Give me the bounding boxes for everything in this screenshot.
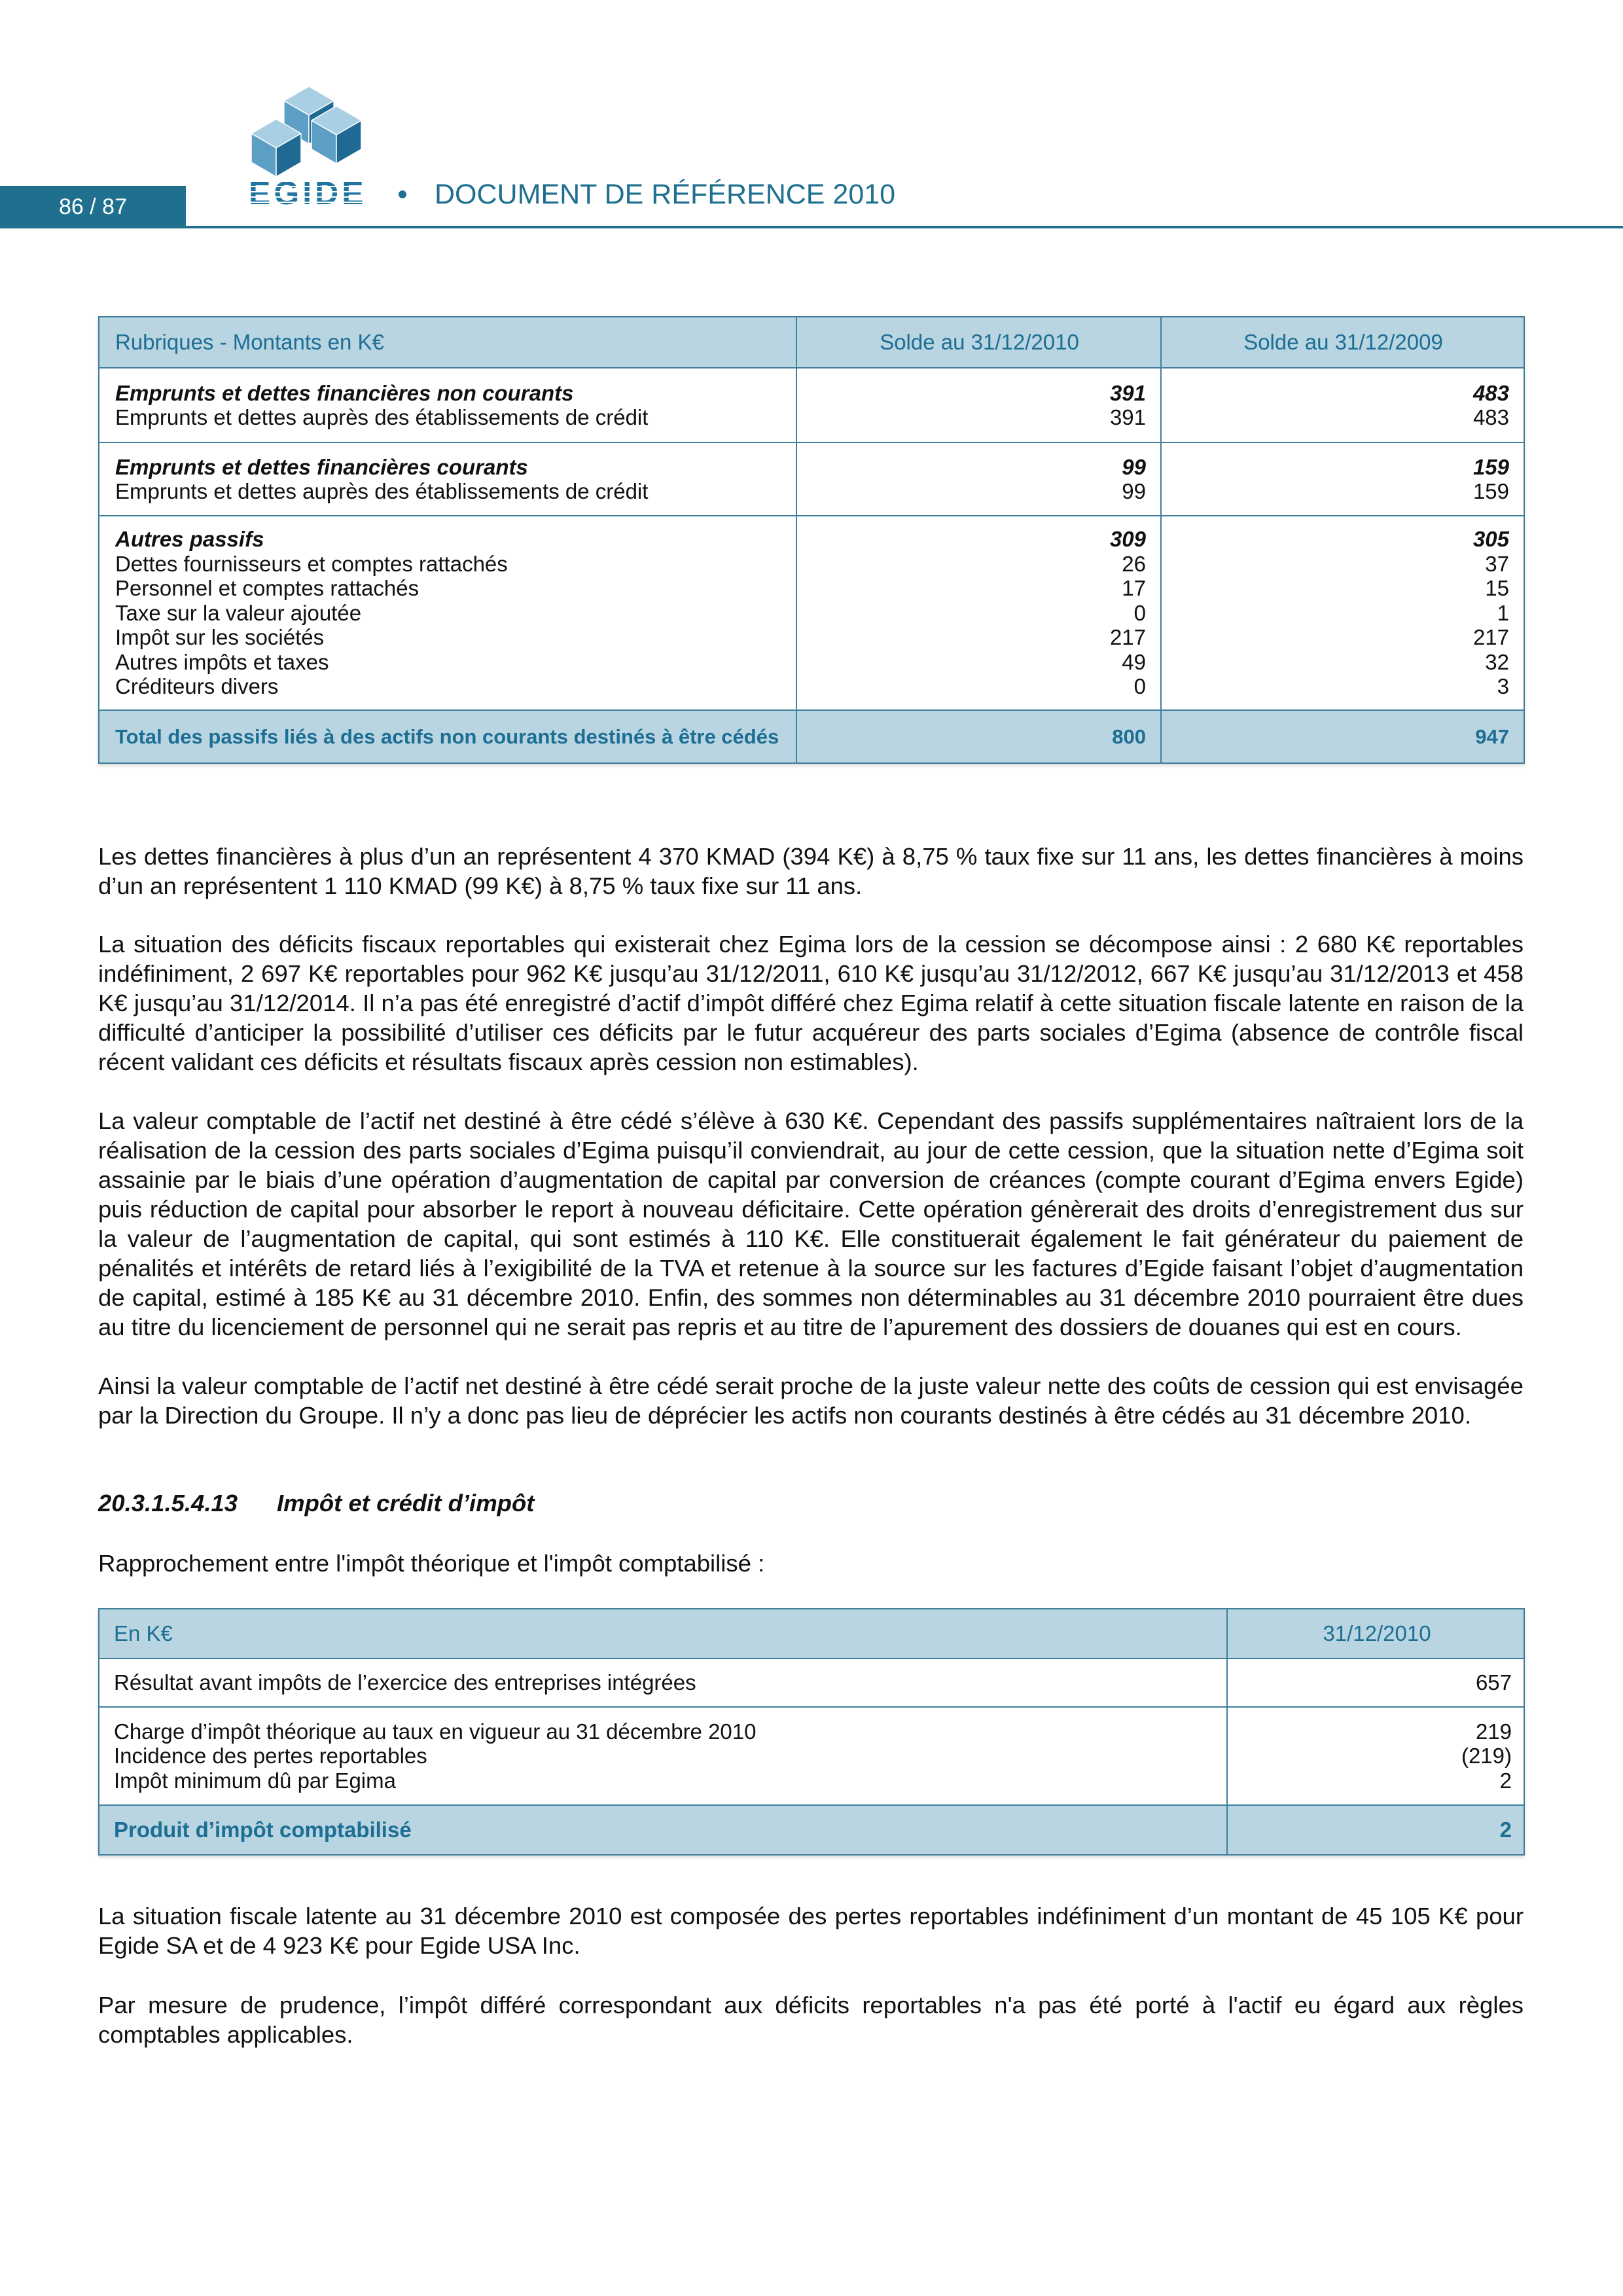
page-number: 86 / 87 — [0, 186, 186, 228]
value-cell-2010 — [796, 368, 1161, 442]
egide-logo-mark — [249, 86, 364, 178]
group-value: 391 — [1109, 380, 1146, 405]
row-value: 657 — [1227, 1659, 1524, 1707]
row-value: 49 — [1122, 649, 1146, 674]
table-group-row — [99, 442, 1524, 516]
row-label: Incidence des pertes reportables — [114, 1744, 427, 1768]
passifs-table — [98, 316, 1525, 764]
column-header: Solde au 31/12/2010 — [796, 317, 1161, 368]
total-value-2010: 800 — [796, 710, 1161, 763]
row-label: Résultat avant impôts de l’exercice des entreprises intégrées — [99, 1659, 1227, 1707]
row-value: 26 — [1122, 551, 1146, 576]
row-value: 159 — [1472, 479, 1509, 503]
paragraph: La situation des déficits fiscaux reportables qui existerait chez Egima lors de la cession se décompose ainsi : 2 680 K€ reportables indéfiniment, 2 697 K€ reportables pour 962 K€ jusqu’au 31/12/2011, 610 K€ jusqu’au 31/12/2012, 667 K€ jusqu’au 31/12/2013 et 458 K€ jusqu’au 31/12/2014. Il n’a pas été enregistré d’actif d’impôt différé chez Egima relatif à cette situation fiscale latente en raison de la difficulté d’anticiper la possibilité d’utiliser ces déficits par le futur acquéreur des parts sociales d’Egima (absence de contrôle fiscal récent validant ces déficits et résultats fiscaux après cession non estimables). — [98, 931, 1524, 1075]
header-rule — [186, 226, 1623, 228]
group-title: Emprunts et dettes financières courants — [115, 454, 528, 479]
row-label: Dettes fournisseurs et comptes rattachés — [115, 551, 508, 576]
row-label: Autres impôts et taxes — [115, 649, 329, 674]
row-label: Personnel et comptes rattachés — [115, 576, 419, 601]
label-cell — [99, 442, 796, 516]
value-cell-2010 — [796, 442, 1161, 516]
table-group-row — [99, 368, 1524, 442]
bullet-icon — [399, 190, 406, 198]
row-value: 483 — [1472, 405, 1509, 429]
row-label: Emprunts et dettes auprès des établissements de crédit — [115, 405, 649, 429]
row-value: 99 — [1122, 479, 1146, 503]
table-row — [99, 1659, 1524, 1707]
table-header-row — [99, 1609, 1524, 1659]
total-label: Total des passifs liés à des actifs non courants destinés à être cédés — [99, 710, 796, 763]
value-cell-2009 — [1161, 368, 1524, 442]
value-cell-2009 — [1161, 442, 1524, 516]
paragraph: Ainsi la valeur comptable de l’actif net destiné à être cédé serait proche de la juste valeur nette des coûts de cession qui est envisagée par la Direction du Groupe. Il n’y a donc pas lieu de déprécier les actifs non courants destinés à être cédés au 31 décembre 2010. — [98, 1372, 1524, 1429]
paragraph: Les dettes financières à plus d’un an représentent 4 370 KMAD (394 K€) à 8,75 % taux fixe sur 11 ans, les dettes financières à moins d’un an représentent 1 110 KMAD (99 K€) à 8,75 % taux fixe sur 11 ans. — [98, 843, 1524, 899]
row-value: 217 — [1109, 625, 1146, 650]
row-label: Charge d’impôt théorique au taux en vigueur au 31 décembre 2010 — [114, 1719, 757, 1744]
row-value: 3 — [1497, 674, 1509, 699]
row-value: 15 — [1485, 576, 1509, 601]
value-cell — [1227, 1707, 1524, 1805]
row-value: (219) — [1461, 1744, 1512, 1768]
section-number: 20.3.1.5.4.13 — [98, 1490, 238, 1516]
row-value: 219 — [1475, 1719, 1512, 1744]
paragraph: La situation fiscale latente au 31 décembre 2010 est composée des pertes reportables indéfiniment d’un montant de 45 105 K€ pour Egide SA et de 4 923 K€ pour Egide USA Inc. — [98, 1903, 1524, 1959]
total-value-2009: 947 — [1161, 710, 1524, 763]
group-value: 483 — [1472, 380, 1509, 405]
row-value: 2 — [1499, 1768, 1512, 1793]
column-header: Rubriques - Montants en K€ — [99, 317, 796, 368]
column-header: En K€ — [99, 1609, 1227, 1659]
row-value: 17 — [1122, 576, 1146, 601]
column-header: Solde au 31/12/2009 — [1161, 317, 1524, 368]
table-group-row — [99, 1707, 1524, 1805]
row-value: 32 — [1485, 649, 1509, 674]
label-cell — [99, 516, 796, 710]
paragraph: La valeur comptable de l’actif net destiné à être cédé s’élève à 630 K€. Cependant des passifs supplémentaires naîtraient lors de la réalisation de la cession des parts sociales d’Egima puisqu’il conviendrait, au jour de cette cession, que la situation nette d’Egima soit assainie par le biais d’une opération d’augmentation de capital par conversion de créances (compte courant d’Egima envers Egide) puis réduction de capital pour absorber le report à nouveau déficitaire. Cette opération génèrerait des droits d’enregistrement dus sur la valeur de l’augmentation de capital, qui sont estimés à 110 K€. Elle constituerait également le fait générateur du paiement de pénalités et intérêts de retard liés à l’exigibilité de la TVA et retenue à la source sur les factures d’Egide faisant l’objet d’augmentation de capital, estimé à 185 K€ au 31 décembre 2010. Enfin, des sommes non déterminables au 31 décembre 2010 pourraient être dues au titre du licenciement de personnel qui ne serait pas repris et au titre de l’apurement des dossiers de douanes qui est en cours. — [98, 1107, 1524, 1340]
impot-table — [98, 1608, 1525, 1856]
document-title: DOCUMENT DE RÉFÉRENCE 2010 — [435, 179, 896, 210]
logo-wordmark: EGIDE — [249, 175, 367, 211]
row-value: 0 — [1133, 674, 1146, 699]
group-value: 305 — [1472, 527, 1509, 552]
row-label: Emprunts et dettes auprès des établissements de crédit — [115, 479, 649, 503]
group-title: Emprunts et dettes financières non courants — [115, 380, 574, 405]
section-intro: Rapprochement entre l'impôt théorique et l'impôt comptabilisé : — [98, 1550, 765, 1577]
row-label: Taxe sur la valeur ajoutée — [115, 600, 362, 625]
row-label: Impôt sur les sociétés — [115, 625, 325, 650]
value-cell-2010 — [796, 516, 1161, 710]
table-group-row — [99, 516, 1524, 710]
row-value: 37 — [1485, 551, 1509, 576]
row-value: 391 — [1109, 405, 1146, 429]
table-total-row — [99, 1805, 1524, 1855]
row-label: Créditeurs divers — [115, 674, 279, 699]
row-label: Impôt minimum dû par Egima — [114, 1768, 396, 1793]
total-label: Produit d’impôt comptabilisé — [99, 1805, 1227, 1855]
paragraph: Par mesure de prudence, l’impôt différé correspondant aux déficits reportables n'a pas été porté à l'actif eu égard aux règles comptables applicables. — [98, 1992, 1524, 2048]
column-header: 31/12/2010 — [1227, 1609, 1524, 1659]
row-value: 1 — [1497, 600, 1509, 625]
value-cell-2009 — [1161, 516, 1524, 710]
row-value: 217 — [1472, 625, 1509, 650]
table-header-row — [99, 317, 1524, 368]
label-cell — [99, 368, 796, 442]
group-value: 159 — [1472, 454, 1509, 479]
section-title: Impôt et crédit d’impôt — [277, 1490, 535, 1516]
group-value: 309 — [1109, 527, 1146, 552]
label-cell — [99, 1707, 1227, 1805]
group-title: Autres passifs — [115, 527, 264, 552]
row-value: 0 — [1133, 600, 1146, 625]
total-value: 2 — [1227, 1805, 1524, 1855]
table-total-row — [99, 710, 1524, 763]
group-value: 99 — [1122, 454, 1146, 479]
